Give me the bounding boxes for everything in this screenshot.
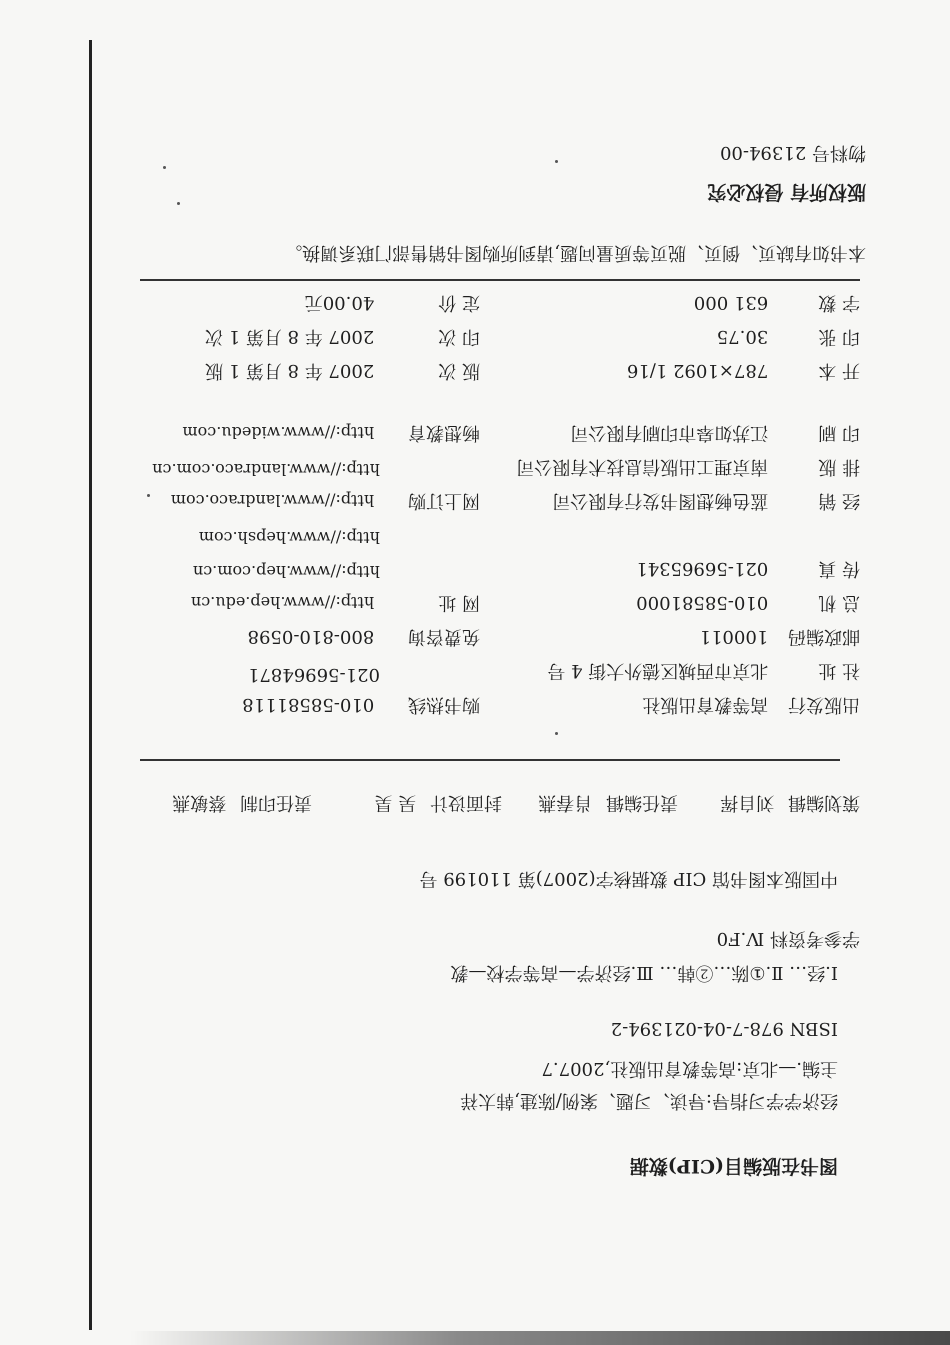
smartedu-label: 畅想教育: [408, 422, 480, 443]
fax-row: [636, 557, 860, 583]
material-number: 物料号 21394-00: [720, 142, 866, 163]
sheets-value: 30.75: [716, 326, 769, 347]
cip-record-number: 中国版本图书馆 CIP 数据核字(2007)第 110199 号: [419, 868, 838, 889]
credit-cover-label: 封面设计: [430, 792, 502, 813]
format-label: 开 本: [818, 360, 860, 381]
website-1: http://www.hep.edu.cn: [190, 593, 375, 612]
scan-speck: [163, 166, 166, 169]
edition-value: 2007 年 8 月第 1 版: [204, 360, 375, 381]
scan-speck: [555, 160, 558, 163]
sheets-row: [717, 325, 860, 351]
cip-isbn: ISBN 978-7-04-021394-2: [610, 1018, 838, 1039]
distributor-row: [552, 489, 860, 515]
switchboard-row: [636, 591, 860, 617]
typeset-value: 南京理工出版信息技术有限公司: [516, 456, 769, 477]
words-row: [694, 291, 860, 317]
online-order-label: 网上订购: [408, 490, 480, 511]
consult-row: [248, 625, 480, 651]
typeset-label: 排 版: [818, 456, 860, 477]
credit-cover-value: 吴 昊: [374, 792, 417, 813]
format-value: 787×1092 1/16: [626, 360, 769, 381]
credit-print-label: 责任印制: [240, 792, 312, 813]
edition-label: 版 次: [438, 360, 480, 381]
cip-classification: Ⅰ.经… Ⅱ.①陈…②韩… Ⅲ.经济学—高等学校—教: [450, 962, 838, 983]
distributor-label: 经 销: [818, 490, 860, 511]
orderline-value-1: 010-58581118: [242, 694, 375, 715]
scan-speck: [147, 494, 150, 497]
credit-planning-value: 刘自挥: [720, 792, 775, 813]
credit-print-value: 蔡敏燕: [172, 792, 227, 813]
printing-row: [205, 325, 480, 351]
postcode-label: 邮政编码: [788, 626, 860, 647]
credit-editor-label: 责任编辑: [606, 792, 678, 813]
edition-row: [205, 359, 480, 385]
scan-speck: [555, 732, 558, 735]
online-order-row: [171, 489, 480, 515]
typeset-row: [516, 455, 860, 481]
credit-planning-label: 策划编辑: [788, 792, 860, 813]
fax-label: 传 真: [818, 558, 860, 579]
credit-editor-value: 肖春燕: [538, 792, 593, 813]
cip-title-line: 经济学学习指导:导读、习题、案例/陈建,韩太祥: [460, 1090, 838, 1111]
orderline-label: 购书热线: [408, 694, 480, 715]
rights-notice: 版权所有 侵权必究: [707, 181, 866, 203]
publisher-label: 出版发行: [788, 694, 860, 715]
address-value: 北京市西城区德外大街 4 号: [547, 660, 769, 681]
website-label: 网 址: [438, 592, 480, 613]
online-order-1: http://www.landraco.com: [170, 491, 375, 510]
smartedu-value: http://www.widedu.com: [182, 423, 375, 442]
fax-value: 021-56965341: [636, 558, 769, 579]
orderline-row: [242, 693, 480, 719]
credit-editor: [538, 791, 678, 817]
quality-notice: 本书如有缺页、倒页、脱页等质量问题,请到所购图书销售部门联系调换。: [284, 242, 866, 263]
consult-label: 免费咨询: [408, 626, 480, 647]
orderline-value-2: 021-56964871: [247, 664, 380, 685]
credit-print: [172, 791, 312, 817]
address-label: 社 址: [818, 660, 860, 681]
words-value: 631 000: [693, 292, 769, 313]
online-order-2: http://www.landraco.com.cn: [152, 460, 380, 479]
smartedu-row: [182, 421, 480, 447]
distributor-value: 蓝色畅想图书发行有限公司: [552, 490, 769, 511]
credit-cover: [375, 791, 502, 817]
postcode-row: [700, 625, 860, 651]
sheets-label: 印 张: [818, 326, 860, 347]
credit-planning: [720, 791, 860, 817]
publisher-row: [642, 693, 860, 719]
switchboard-value: 010-58581000: [636, 592, 769, 613]
consult-value: 800-810-0598: [247, 626, 375, 647]
scan-speck: [177, 202, 180, 205]
switchboard-label: 总 机: [818, 592, 860, 613]
website-2: http://www.hep.com.cn: [192, 562, 380, 581]
printer-value: 江苏如皋市印刷有限公司: [570, 422, 769, 443]
words-label: 字 数: [818, 292, 860, 313]
cip-heading: 图书在版编目(CIP)数据: [629, 1155, 838, 1177]
website-row: [191, 591, 480, 617]
format-row: [627, 359, 860, 385]
publisher-value: 高等教育出版社: [642, 694, 769, 715]
printer-row: [570, 421, 860, 447]
cip-classification-tail: 学参考资料 Ⅳ.F0: [716, 928, 860, 949]
printer-label: 印 刷: [818, 422, 860, 443]
website-3: http://www.hepsh.com: [198, 528, 380, 547]
address-row: [547, 659, 860, 685]
price-label: 定 价: [438, 292, 480, 313]
printing-value: 2007 年 8 月第 1 次: [204, 326, 375, 347]
cip-editor-line: 主编.—北京:高等教育出版社,2007.7: [541, 1058, 838, 1079]
price-row: [305, 291, 480, 317]
price-value: 40.00元: [304, 292, 375, 313]
postcode-value: 100011: [699, 626, 769, 647]
divider-rule-upper: [140, 759, 840, 761]
printing-label: 印 次: [438, 326, 480, 347]
divider-rule-lower: [140, 279, 860, 281]
